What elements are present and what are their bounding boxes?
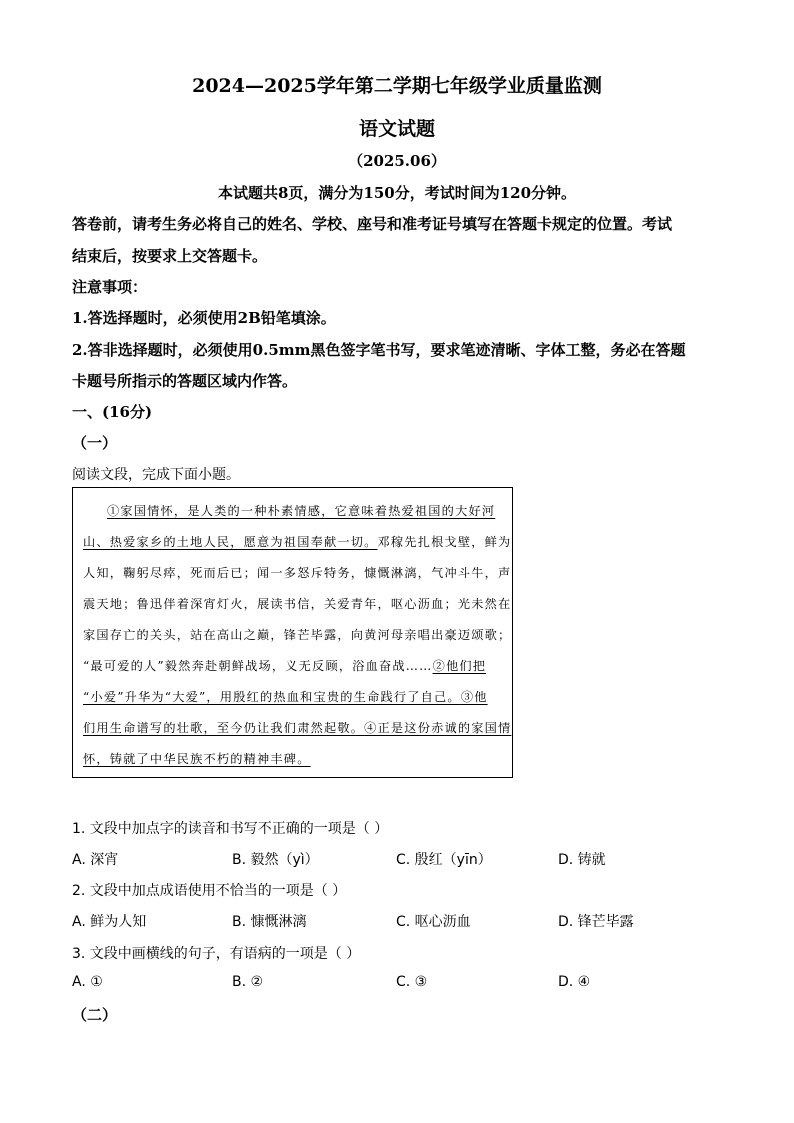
q1-option-d[interactable]: D. 铸就 [558, 852, 606, 868]
exam-summary: 本试题共8页，满分为150分，考试时间为120分钟。 [217, 184, 577, 202]
subject-title: 语文试题 [358, 118, 435, 140]
question-3-stem: 3. 文段中画横线的句子，有语病的一项是（ ） [72, 946, 361, 962]
passage-line: 怀，铸就了中华民族不朽的精神丰碑。 [83, 752, 311, 766]
q2-option-b[interactable]: B. 慷慨淋漓 [232, 914, 307, 930]
notice-heading: 注意事项： [72, 278, 148, 296]
q1-option-a[interactable]: A. 深宵 [72, 852, 119, 868]
question-2-stem: 2. 文段中加点成语使用不恰当的一项是（ ） [72, 883, 347, 899]
reading-prompt: 阅读文段，完成下面小题。 [72, 467, 240, 483]
note-1: 1.答选择题时，必须使用2B铅笔填涂。 [72, 309, 336, 327]
q2-option-c[interactable]: C. 呕心沥血 [396, 914, 471, 930]
instruction-line-1: 答卷前，请考生务必将自己的姓名、学校、座号和准考证号填写在答题卡规定的位置。考试 [72, 215, 673, 233]
note-2-line-1: 2.答非选择题时，必须使用0.5mm黑色签字笔书写，要求笔迹清晰、字体工整，务必在答题 [72, 341, 686, 359]
question-1-stem: 1. 文段中加点字的读音和书写不正确的一项是（ ） [72, 821, 389, 837]
q2-option-a[interactable]: A. 鲜为人知 [72, 914, 147, 930]
q3-option-c[interactable]: C. ③ [396, 974, 428, 990]
q3-option-d[interactable]: D. ④ [558, 974, 591, 990]
q3-option-a[interactable]: A. ① [72, 974, 103, 990]
passage-line: 山、热爱家乡的土地人民，愿意为祖国奉献一切。邓稼先扎根戈壁，鲜为 [83, 535, 512, 549]
q3-option-b[interactable]: B. ② [232, 974, 264, 990]
passage-line: ①家国情怀，是人类的一种朴素情感，它意味着热爱祖国的大好河 [107, 504, 496, 518]
note-2-line-2: 卡题号所指示的答题区域内作答。 [72, 372, 298, 390]
exam-date: （2025.06） [348, 152, 446, 170]
subsection-1: （一） [72, 434, 118, 452]
q1-option-b[interactable]: B. 毅然（yì） [232, 852, 319, 868]
q2-option-d[interactable]: D. 锋芒毕露 [558, 914, 634, 930]
passage-line: 们用生命谱写的壮歌，至今仍让我们肃然起敬。④正是这份赤诚的家国情 [83, 721, 512, 735]
passage-line: 震天地；鲁迅伴着深宵灯火，展读书信，关爱青年，呕心沥血；光未然在 [83, 597, 512, 611]
subsection-2: （二） [72, 1006, 118, 1024]
section-heading: 一、(16分) [72, 403, 153, 421]
reading-passage-box [72, 487, 513, 778]
q1-option-c[interactable]: C. 殷红（yīn） [396, 852, 492, 868]
passage-line: 人知，鞠躬尽瘁，死而后已；闻一多怒斥特务，慷慨淋漓，气冲斗牛，声 [83, 566, 512, 580]
passage-line: “小爱”升华为“大爱”，用殷红的热血和宝贵的生命践行了自己。③他 [83, 690, 488, 704]
passage-line: “最可爱的人”毅然奔赴朝鲜战场，义无反顾，浴血奋战……②他们把 [83, 659, 487, 673]
instruction-line-2: 结束后，按要求上交答题卡。 [72, 247, 268, 265]
passage-line: 家国存亡的关头，站在高山之巅，锋芒毕露，向黄河母亲唱出豪迈颂歌； [83, 628, 512, 642]
exam-title: 2024—2025学年第二学期七年级学业质量监测 [192, 75, 602, 97]
